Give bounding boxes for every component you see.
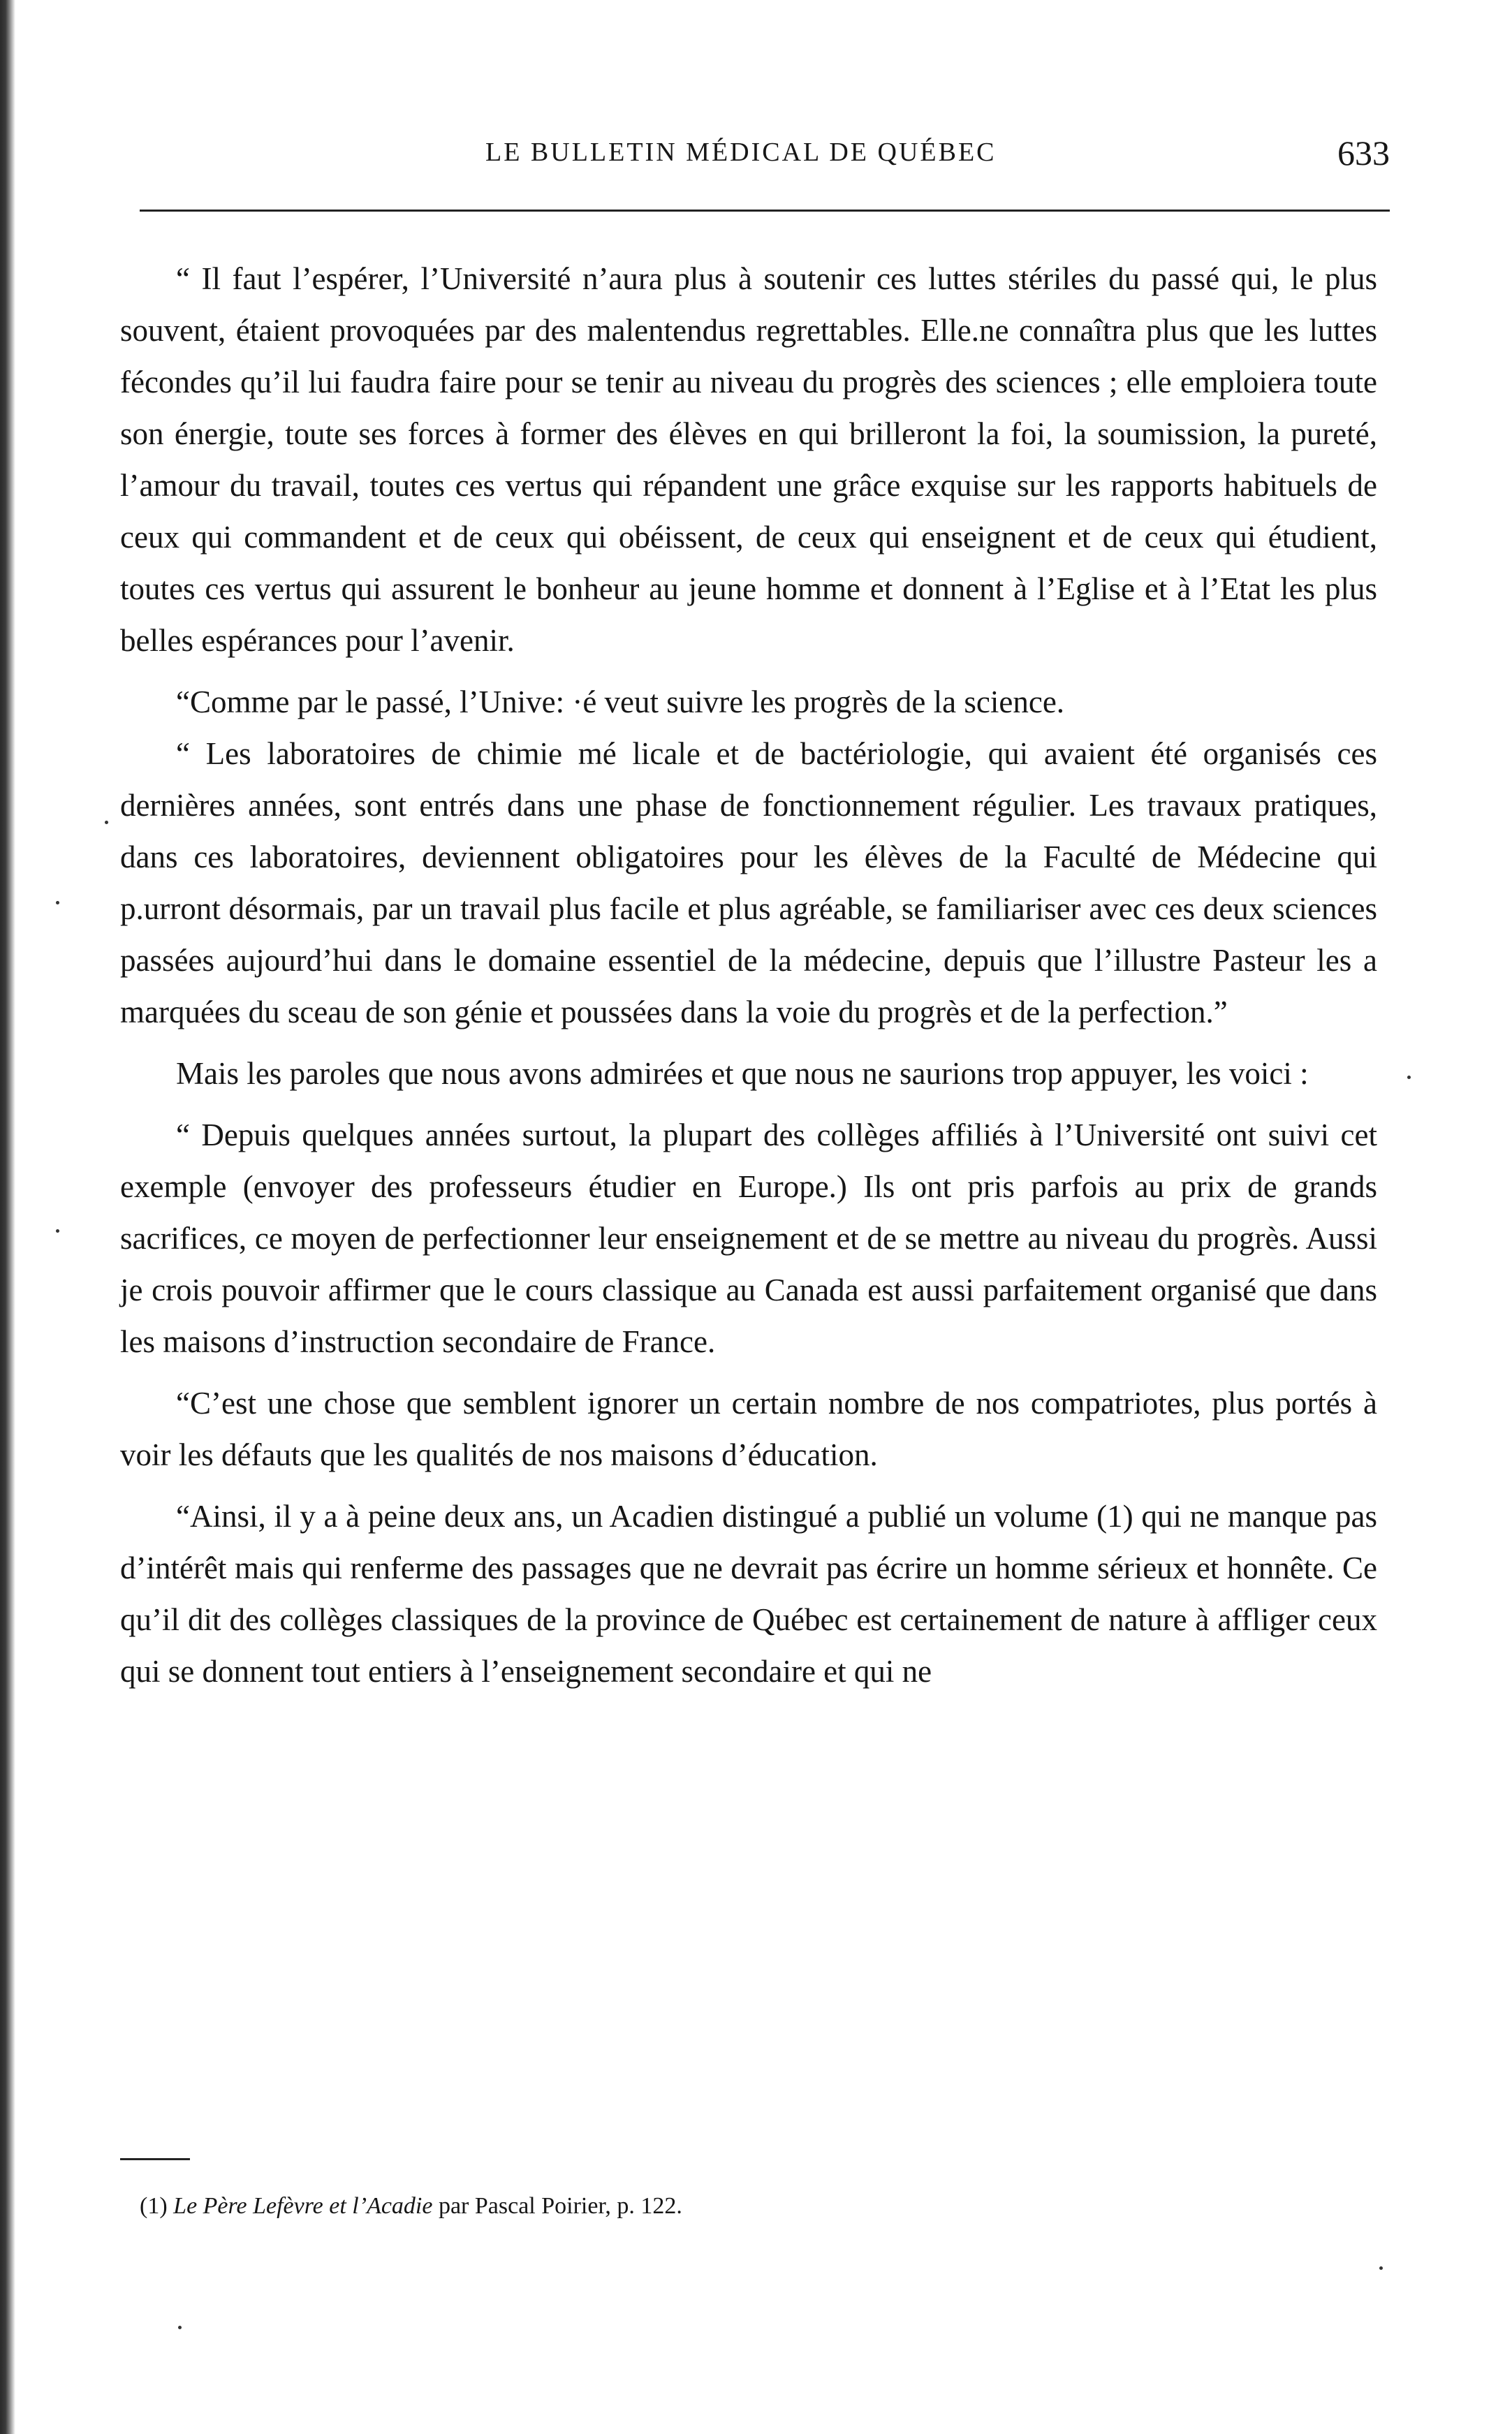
paragraph: “Ainsi, il y a à peine deux ans, un Acadien distingué a publié un volume (1) qui ne manque pas d’intérêt mais qui renferme des passages que ne devrait pas écrire un homme sérieux et honnête. Ce qu’il dit des collèges classiques de la province de Québec est certainement de nature à affliger ceux qui se donnent tout entiers à l’enseignement secondaire et qui ne — [120, 1499, 1377, 1689]
page-header — [140, 133, 1390, 179]
footnote-title: Le Père Lefèvre et l’Acadie — [173, 2193, 433, 2219]
header-rule — [140, 210, 1390, 212]
running-title: LE BULLETIN MÉDICAL DE QUÉBEC — [485, 138, 997, 167]
page-number: 633 — [1337, 133, 1390, 173]
scan-speck — [56, 1229, 59, 1233]
footnote-marker: (1) — [140, 2193, 168, 2219]
footnote-rest: par Pascal Poirier, p. 122. — [438, 2193, 682, 2219]
footnote — [140, 2193, 682, 2220]
scan-speck — [178, 2326, 182, 2329]
scan-speck — [56, 901, 59, 904]
body-text — [120, 253, 1377, 1697]
paragraph: “ Depuis quelques années surtout, la plupart des collèges affiliés à l’Université ont suivi cet exemple (envoyer des professeurs étudier en Europe.) Ils ont pris parfois au prix de grands sacrifices, ce moyen de perfectionner leur enseignement et de se mettre au niveau du progrès. Aussi je crois pouvoir affirmer que le cours classique au Canada est aussi parfaitement organisé que dans les maisons d’instruction secondaire de France. — [120, 1117, 1377, 1359]
scan-speck — [1379, 2266, 1383, 2270]
footnote-rule — [120, 2158, 190, 2160]
scan-binding-edge — [0, 0, 15, 2434]
paragraph: Mais les paroles que nous avons admirées et que nous ne saurions trop appuyer, les voici : — [176, 1056, 1309, 1091]
paragraph: “C’est une chose que semblent ignorer un certain nombre de nos compatriotes, plus portés à voir les défauts que les qualités de nos maisons d’éducation. — [120, 1386, 1377, 1472]
paragraph: “Comme par le passé, l’Unive: ·é veut suivre les progrès de la science. — [176, 684, 1065, 719]
scan-speck — [105, 821, 108, 824]
paragraph: “ Il faut l’espérer, l’Université n’aura plus à soutenir ces luttes stériles du passé qui, le plus souvent, étaient provoquées par des malentendus regrettables. Elle.ne connaîtra plus que les luttes fécondes qu’il lui faudra faire pour se tenir au niveau du progrès des sciences ; elle emploiera toute son énergie, toute ses forces à former des élèves en qui brilleront la foi, la soumission, la pureté, l’amour du travail, toutes ces vertus qui répandent une grâce exquise sur les rapports habituels de ceux qui commandent et de ceux qui obéissent, de ceux qui enseignent et de ceux qui étudient, toutes ces vertus qui assurent le bonheur au jeune homme et donnent à l’Eglise et à l’Etat les plus belles espérances pour l’avenir. — [120, 261, 1377, 658]
scan-speck — [1407, 1076, 1411, 1079]
paragraph: “ Les laboratoires de chimie mé licale et de bactériologie, qui avaient été organisés ces dernières années, sont entrés dans une phase de fonctionnement régulier. Les travaux pratiques, dans ces laboratoires, deviennent obligatoires pour les élèves de la Faculté de Médecine qui p.urront désormais, par un travail plus facile et plus agréable, se familiariser avec ces deux sciences passées aujourd’hui dans le domaine essentiel de la médecine, depuis que l’illustre Pasteur les a marquées du sceau de son génie et poussées dans la voie du progrès et de la perfection.” — [120, 736, 1377, 1029]
